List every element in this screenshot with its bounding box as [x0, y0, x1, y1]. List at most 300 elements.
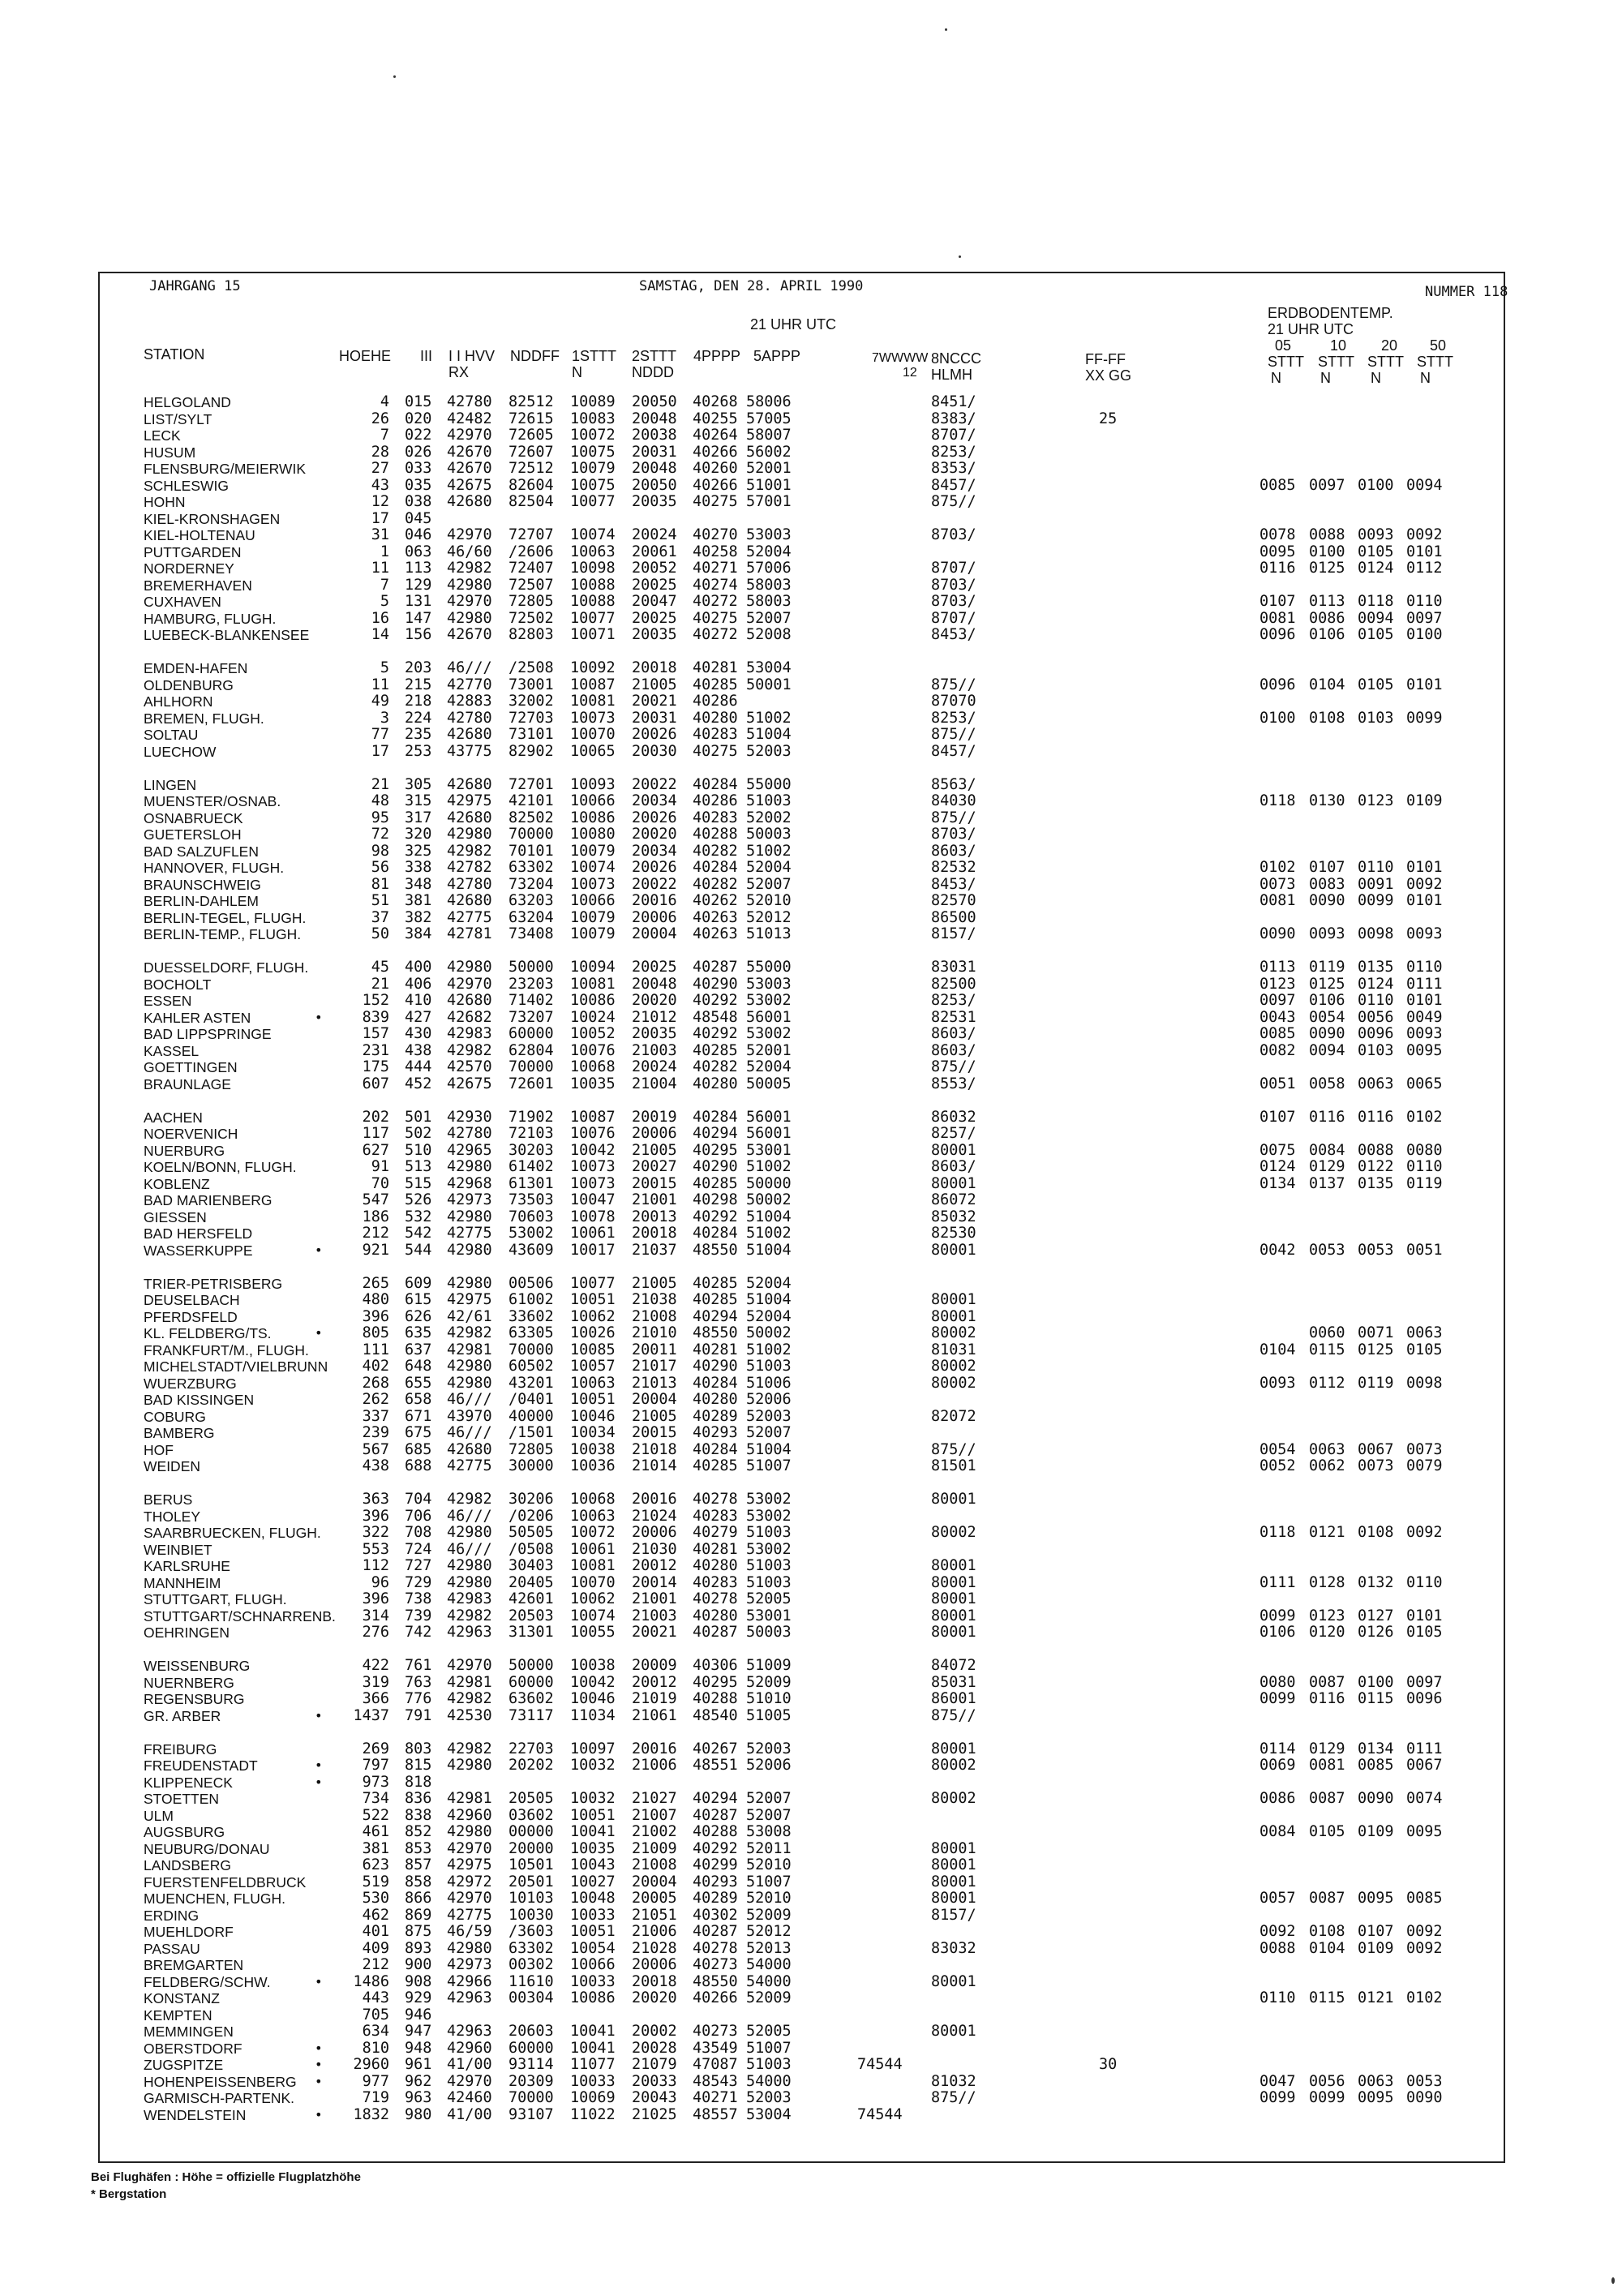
cell-g3: 10079 — [570, 925, 616, 942]
cell-g5: 40260 — [693, 460, 738, 477]
cell-e4: 0119 — [1406, 1174, 1443, 1192]
cell-g1: 42983 — [447, 1025, 492, 1042]
cell-station: NOERVENICH — [144, 1126, 238, 1142]
cell-g5: 40278 — [693, 1491, 738, 1508]
cell-mark: • — [315, 1757, 323, 1773]
cell-g6: 51004 — [746, 1291, 792, 1308]
cell-n8: 875// — [931, 2089, 976, 2106]
cell-g4: 21037 — [632, 1241, 677, 1259]
cell-station: HOHN — [144, 494, 186, 510]
cell-g1: 42980 — [447, 1757, 492, 1774]
cell-g4: 20025 — [632, 959, 677, 976]
cell-g5: 40258 — [693, 543, 738, 560]
cell-e3: 0095 — [1358, 1890, 1394, 1907]
cell-e1: 0084 — [1259, 1823, 1296, 1840]
cell-n8: 80001 — [931, 1624, 976, 1641]
cell-g2: 72701 — [508, 775, 554, 793]
cell-g3: 10054 — [570, 1939, 616, 1957]
cell-g4: 20031 — [632, 443, 677, 461]
table-row — [0, 1026, 1622, 1043]
table-row — [0, 2107, 1622, 2124]
cell-e3: 0116 — [1358, 1108, 1394, 1126]
cell-iii: 542 — [405, 1225, 432, 1242]
cell-g3: 10042 — [570, 1673, 616, 1691]
cell-n8: 875// — [931, 676, 976, 693]
cell-station: WASSERKUPPE — [144, 1242, 253, 1259]
cell-g1: 42963 — [447, 1989, 492, 2006]
cell-g4: 20006 — [632, 1524, 677, 1541]
cell-station: HOF — [144, 1441, 174, 1458]
cell-g6: 56001 — [746, 1108, 792, 1126]
cell-g1: 42966 — [447, 1972, 492, 1990]
cell-station: LUEBECK-BLANKENSEE — [144, 627, 310, 643]
cell-iii: 501 — [405, 1108, 432, 1126]
cell-g3: 10063 — [570, 1507, 616, 1525]
cell-g1: 42/61 — [447, 1307, 492, 1325]
cell-e3: 0103 — [1358, 709, 1394, 727]
cell-g3: 10024 — [570, 1008, 616, 1026]
cell-station: STOETTEN — [144, 1791, 220, 1807]
cell-g5: 40285 — [693, 676, 738, 693]
cell-e1: 0096 — [1259, 676, 1296, 693]
cell-g2: 30203 — [508, 1141, 554, 1159]
cell-g5: 40284 — [693, 775, 738, 793]
cell-g4: 20015 — [632, 1174, 677, 1192]
cell-g1: 46/// — [447, 659, 492, 676]
group-separator — [0, 1724, 1622, 1741]
cell-hoehe: 157 — [362, 1025, 389, 1042]
col-1sttt: 1STTT — [572, 348, 617, 364]
cell-iii: 315 — [405, 792, 432, 809]
cell-g1: 42775 — [447, 908, 492, 926]
cell-g3: 10068 — [570, 1491, 616, 1508]
group-separator — [0, 1475, 1622, 1492]
cell-g3: 11022 — [570, 2105, 616, 2123]
cell-iii: 675 — [405, 1424, 432, 1441]
table-row — [0, 1342, 1622, 1359]
cell-g3: 10017 — [570, 1241, 616, 1259]
cell-g2: 20603 — [508, 2023, 554, 2040]
table-row — [0, 2090, 1622, 2107]
cell-n8: 8553/ — [931, 1075, 976, 1092]
cell-g6: 53004 — [746, 2105, 792, 2123]
cell-g1: 42972 — [447, 1873, 492, 1890]
cell-iii: 893 — [405, 1939, 432, 1957]
cell-e4: 0092 — [1406, 526, 1443, 543]
cell-n8: 80001 — [931, 1590, 976, 1607]
cell-e1: 0082 — [1259, 1041, 1296, 1059]
cell-g2: 60502 — [508, 1358, 554, 1375]
table-row — [0, 411, 1622, 428]
cell-hoehe: 1437 — [353, 1706, 389, 1724]
cell-g2: 72707 — [508, 526, 554, 543]
cell-g2: 20309 — [508, 2072, 554, 2090]
table-row — [0, 1741, 1622, 1758]
cell-iii: 739 — [405, 1607, 432, 1624]
cell-g5: 40274 — [693, 576, 738, 594]
cell-g5: 40266 — [693, 1989, 738, 2006]
cell-e1: 0118 — [1259, 792, 1296, 809]
cell-iii: 776 — [405, 1690, 432, 1707]
table-row — [0, 1176, 1622, 1193]
table-row — [0, 2007, 1622, 2024]
cell-n8: 8457/ — [931, 742, 976, 760]
cell-g5: 40283 — [693, 726, 738, 743]
cell-g4: 21005 — [632, 1274, 677, 1292]
table-row — [0, 1558, 1622, 1575]
table-row — [0, 494, 1622, 511]
cell-iii: 400 — [405, 959, 432, 976]
cell-iii: 026 — [405, 443, 432, 461]
cell-g5: 40280 — [693, 1391, 738, 1408]
cell-g6: 51004 — [746, 726, 792, 743]
cell-station: BAMBERG — [144, 1425, 215, 1441]
cell-g1: 42970 — [447, 427, 492, 444]
cell-iii: 900 — [405, 1956, 432, 1973]
cell-g1: 42980 — [447, 959, 492, 976]
cell-hoehe: 396 — [362, 1590, 389, 1607]
cell-g5: 40285 — [693, 1274, 738, 1292]
cell-g1: 42982 — [447, 1690, 492, 1707]
cell-iii: 438 — [405, 1041, 432, 1059]
cell-g5: 40282 — [693, 842, 738, 860]
cell-g6: 55000 — [746, 959, 792, 976]
cell-hoehe: 212 — [362, 1956, 389, 1973]
cell-g5: 48550 — [693, 1972, 738, 1990]
table-row — [0, 1325, 1622, 1342]
cell-g2: 40000 — [508, 1407, 554, 1425]
cell-iii: 836 — [405, 1790, 432, 1807]
cell-g3: 10075 — [570, 443, 616, 461]
cell-g4: 21017 — [632, 1358, 677, 1375]
cell-n8: 80002 — [931, 1524, 976, 1541]
col-5appp: 5APPP — [753, 348, 801, 364]
table-row — [0, 1192, 1622, 1209]
cell-g5: 40266 — [693, 443, 738, 461]
cell-g2: /3603 — [508, 1923, 554, 1940]
cell-iii: 382 — [405, 908, 432, 926]
cell-g4: 20004 — [632, 925, 677, 942]
cell-g1: 42680 — [447, 992, 492, 1009]
cell-g3: 10073 — [570, 1174, 616, 1192]
cell-g6: 51005 — [746, 1706, 792, 1724]
cell-e4: 0111 — [1406, 1740, 1443, 1757]
cell-n8: 80001 — [931, 1491, 976, 1508]
cell-e2: 0053 — [1309, 1241, 1345, 1259]
cell-n8: 8603/ — [931, 1025, 976, 1042]
cell-g5: 40294 — [693, 1307, 738, 1325]
cell-hoehe: 319 — [362, 1673, 389, 1691]
cell-g3: 10074 — [570, 859, 616, 876]
cell-g3: 10073 — [570, 709, 616, 727]
cell-station: FUERSTENFELDBRUCK — [144, 1873, 307, 1890]
cell-hoehe: 70 — [371, 1174, 389, 1192]
col-8nccc-sub: HLMH — [931, 367, 973, 383]
cell-station: PASSAU — [144, 1940, 200, 1957]
cell-g2: 70000 — [508, 1058, 554, 1075]
cell-g3: 10080 — [570, 826, 616, 843]
cell-e2: 0104 — [1309, 1939, 1345, 1957]
cell-g4: 20047 — [632, 593, 677, 610]
cell-g3: 10041 — [570, 1823, 616, 1840]
cell-g2: 00302 — [508, 1956, 554, 1973]
cell-station: HUSUM — [144, 444, 196, 461]
cell-n8: 86001 — [931, 1690, 976, 1707]
cell-g6: 51004 — [746, 1208, 792, 1225]
cell-e4: 0049 — [1406, 1008, 1443, 1026]
cell-hoehe: 396 — [362, 1307, 389, 1325]
cell-g3: 10086 — [570, 1989, 616, 2006]
cell-g5: 40284 — [693, 1374, 738, 1392]
cell-g3: 11034 — [570, 1706, 616, 1724]
cell-e3: 0053 — [1358, 1241, 1394, 1259]
cell-g1: 42675 — [447, 476, 492, 494]
cell-w7: 74544 — [857, 2105, 903, 2123]
cell-iii: 020 — [405, 410, 432, 427]
cell-g6: 58003 — [746, 576, 792, 594]
cell-g2: 72502 — [508, 609, 554, 627]
cell-g3: 10074 — [570, 1607, 616, 1624]
cell-hoehe: 21 — [371, 975, 389, 993]
cell-mark: • — [315, 2040, 323, 2056]
cell-g2: 00506 — [508, 1274, 554, 1292]
cell-hoehe: 839 — [362, 1008, 389, 1026]
cell-g2: 72805 — [508, 1440, 554, 1458]
cell-station: GOETTINGEN — [144, 1059, 238, 1075]
cell-iii: 305 — [405, 775, 432, 793]
cell-g4: 21079 — [632, 2056, 677, 2073]
cell-g6: 51003 — [746, 1358, 792, 1375]
cell-g5: 40281 — [693, 1341, 738, 1358]
cell-g6: 51002 — [746, 1158, 792, 1175]
cell-e1: 0081 — [1259, 609, 1296, 627]
cell-g4: 21013 — [632, 1374, 677, 1392]
cell-iii: 532 — [405, 1208, 432, 1225]
depth-05: 05 — [1275, 337, 1292, 354]
cell-g3: 10027 — [570, 1873, 616, 1890]
cell-e4: 0079 — [1406, 1457, 1443, 1474]
cell-g5: 40292 — [693, 1208, 738, 1225]
table-row — [0, 893, 1622, 910]
cell-g3: 10072 — [570, 1524, 616, 1541]
cell-g4: 20002 — [632, 2023, 677, 2040]
table-row — [0, 744, 1622, 761]
cell-hoehe: 12 — [371, 493, 389, 510]
cell-n8: 85032 — [931, 1208, 976, 1225]
cell-g5: 40292 — [693, 1025, 738, 1042]
cell-station: WEISSENBURG — [144, 1658, 251, 1674]
cell-e3: 0100 — [1358, 476, 1394, 494]
cell-iii: 253 — [405, 742, 432, 760]
cell-g6: 51003 — [746, 1557, 792, 1574]
cell-iii: 338 — [405, 859, 432, 876]
cell-n8: 81501 — [931, 1457, 976, 1474]
cell-g5: 47087 — [693, 2056, 738, 2073]
cell-e2: 0105 — [1309, 1823, 1345, 1840]
cell-station: LECK — [144, 427, 181, 444]
cell-e3: 0124 — [1358, 975, 1394, 993]
cell-g2: /0401 — [508, 1391, 554, 1408]
cell-hoehe: 72 — [371, 826, 389, 843]
cell-g4: 21008 — [632, 1856, 677, 1873]
cell-hoehe: 262 — [362, 1391, 389, 1408]
cell-g4: 21024 — [632, 1507, 677, 1525]
cell-g3: 10061 — [570, 1225, 616, 1242]
cell-hoehe: 381 — [362, 1839, 389, 1857]
cell-g2: 82803 — [508, 626, 554, 643]
cell-g3: 10033 — [570, 2072, 616, 2090]
cell-g6: 58007 — [746, 427, 792, 444]
cell-g5: 40289 — [693, 1890, 738, 1907]
cell-station: OEHRINGEN — [144, 1624, 230, 1641]
table-row — [0, 1791, 1622, 1808]
cell-n8: 8603/ — [931, 1041, 976, 1059]
cell-e1: 0114 — [1259, 1740, 1296, 1757]
table-row — [0, 427, 1622, 444]
cell-station: BOCHOLT — [144, 976, 212, 993]
cell-iii: 348 — [405, 875, 432, 893]
cell-station: HAMBURG, FLUGH. — [144, 610, 277, 627]
cell-station: BRAUNLAGE — [144, 1075, 231, 1092]
cell-g3: 10047 — [570, 1191, 616, 1208]
table-row — [0, 677, 1622, 694]
cell-g6: 57005 — [746, 410, 792, 427]
cell-e1: 0106 — [1259, 1624, 1296, 1641]
cell-g5: 48543 — [693, 2072, 738, 2090]
cell-g5: 40287 — [693, 1806, 738, 1824]
cell-n8: 80002 — [931, 1757, 976, 1774]
cell-e1: 0042 — [1259, 1241, 1296, 1259]
cell-iii: 866 — [405, 1890, 432, 1907]
cell-g4: 20016 — [632, 1740, 677, 1757]
cell-e2: 0054 — [1309, 1008, 1345, 1026]
cell-e3: 0103 — [1358, 1041, 1394, 1059]
cell-g1: 42980 — [447, 1823, 492, 1840]
cell-e1: 0104 — [1259, 1341, 1296, 1358]
cell-g1: 42975 — [447, 792, 492, 809]
cell-iii: 727 — [405, 1557, 432, 1574]
cell-station: CUXHAVEN — [144, 594, 221, 610]
cell-g6: 51001 — [746, 476, 792, 494]
cell-g4: 20050 — [632, 393, 677, 410]
cell-e3: 0132 — [1358, 1573, 1394, 1591]
cell-e3: 0099 — [1358, 892, 1394, 909]
cell-n8: 80002 — [931, 1374, 976, 1392]
col-ff: FF-FF — [1085, 351, 1126, 367]
cell-g3: 10087 — [570, 1108, 616, 1126]
cell-iii: 410 — [405, 992, 432, 1009]
cell-g4: 21012 — [632, 1008, 677, 1026]
cell-g1: 42981 — [447, 1790, 492, 1807]
table-row — [0, 1076, 1622, 1093]
cell-g3: 10063 — [570, 1374, 616, 1392]
cell-g6: 51002 — [746, 1225, 792, 1242]
cell-g6: 52009 — [746, 1906, 792, 1924]
cell-g4: 20034 — [632, 792, 677, 809]
cell-g5: 40275 — [693, 742, 738, 760]
scan-speck — [959, 255, 961, 258]
cell-g5: 40290 — [693, 1358, 738, 1375]
table-row — [0, 1990, 1622, 2007]
cell-station: MICHELSTADT/VIELBRUNN — [144, 1358, 328, 1375]
col-4pppp: 4PPPP — [693, 348, 741, 364]
depth-sub-20: N — [1371, 370, 1381, 386]
cell-g1: 42482 — [447, 410, 492, 427]
cell-g2: 00000 — [508, 1823, 554, 1840]
cell-hoehe: 805 — [362, 1324, 389, 1341]
cell-n8: 8603/ — [931, 1158, 976, 1175]
cell-e1: 0073 — [1259, 875, 1296, 893]
cell-e2: 0094 — [1309, 1041, 1345, 1059]
cell-iii: 688 — [405, 1457, 432, 1474]
table-row — [0, 660, 1622, 677]
cell-iii: 853 — [405, 1839, 432, 1857]
cell-n8: 8253/ — [931, 709, 976, 727]
cell-g4: 21003 — [632, 1041, 677, 1059]
cell-n8: 8383/ — [931, 410, 976, 427]
cell-g4: 21051 — [632, 1906, 677, 1924]
table-row — [0, 1392, 1622, 1409]
cell-n8: 8453/ — [931, 626, 976, 643]
cell-g3: 10038 — [570, 1657, 616, 1674]
cell-e1: 0099 — [1259, 1607, 1296, 1624]
cell-e2: 0137 — [1309, 1174, 1345, 1192]
cell-g5: 48557 — [693, 2105, 738, 2123]
cell-g5: 40285 — [693, 1457, 738, 1474]
cell-hoehe: 152 — [362, 992, 389, 1009]
cell-g4: 20021 — [632, 1624, 677, 1641]
cell-iii: 875 — [405, 1923, 432, 1940]
cell-g3: 10038 — [570, 1440, 616, 1458]
cell-e2: 0121 — [1309, 1524, 1345, 1541]
cell-e3: 0124 — [1358, 560, 1394, 577]
cell-e4: 0063 — [1406, 1324, 1443, 1341]
cell-g3: 10051 — [570, 1806, 616, 1824]
cell-g1: 42980 — [447, 576, 492, 594]
table-row — [0, 1143, 1622, 1160]
cell-n8: 875// — [931, 1058, 976, 1075]
cell-iii: 218 — [405, 693, 432, 710]
cell-n8: 85031 — [931, 1673, 976, 1691]
cell-g1: 46/// — [447, 1507, 492, 1525]
cell-g5: 40289 — [693, 1407, 738, 1425]
cell-g3: 10086 — [570, 809, 616, 826]
cell-e4: 0094 — [1406, 476, 1443, 494]
cell-station: KONSTANZ — [144, 1990, 220, 2006]
cell-g4: 21028 — [632, 1939, 677, 1957]
table-row — [0, 1425, 1622, 1442]
cell-station: SAARBRUECKEN, FLUGH. — [144, 1525, 321, 1541]
cell-g1: 42782 — [447, 859, 492, 876]
cell-g1: 42680 — [447, 892, 492, 909]
cell-e4: 0096 — [1406, 1690, 1443, 1707]
cell-iii: 615 — [405, 1291, 432, 1308]
table-row — [0, 1624, 1622, 1642]
cell-g2: 43201 — [508, 1374, 554, 1392]
cell-e2: 0088 — [1309, 526, 1345, 543]
cell-e4: 0093 — [1406, 1025, 1443, 1042]
table-row — [0, 1309, 1622, 1326]
cell-g3: 10094 — [570, 959, 616, 976]
cell-g1: 42980 — [447, 609, 492, 627]
cell-g1: 42970 — [447, 975, 492, 993]
cell-g4: 21005 — [632, 676, 677, 693]
table-row — [0, 926, 1622, 943]
cell-n8: 8563/ — [931, 775, 976, 793]
cell-hoehe: 95 — [371, 809, 389, 826]
cell-g1: 42983 — [447, 1590, 492, 1607]
cell-station: KAHLER ASTEN — [144, 1009, 251, 1026]
